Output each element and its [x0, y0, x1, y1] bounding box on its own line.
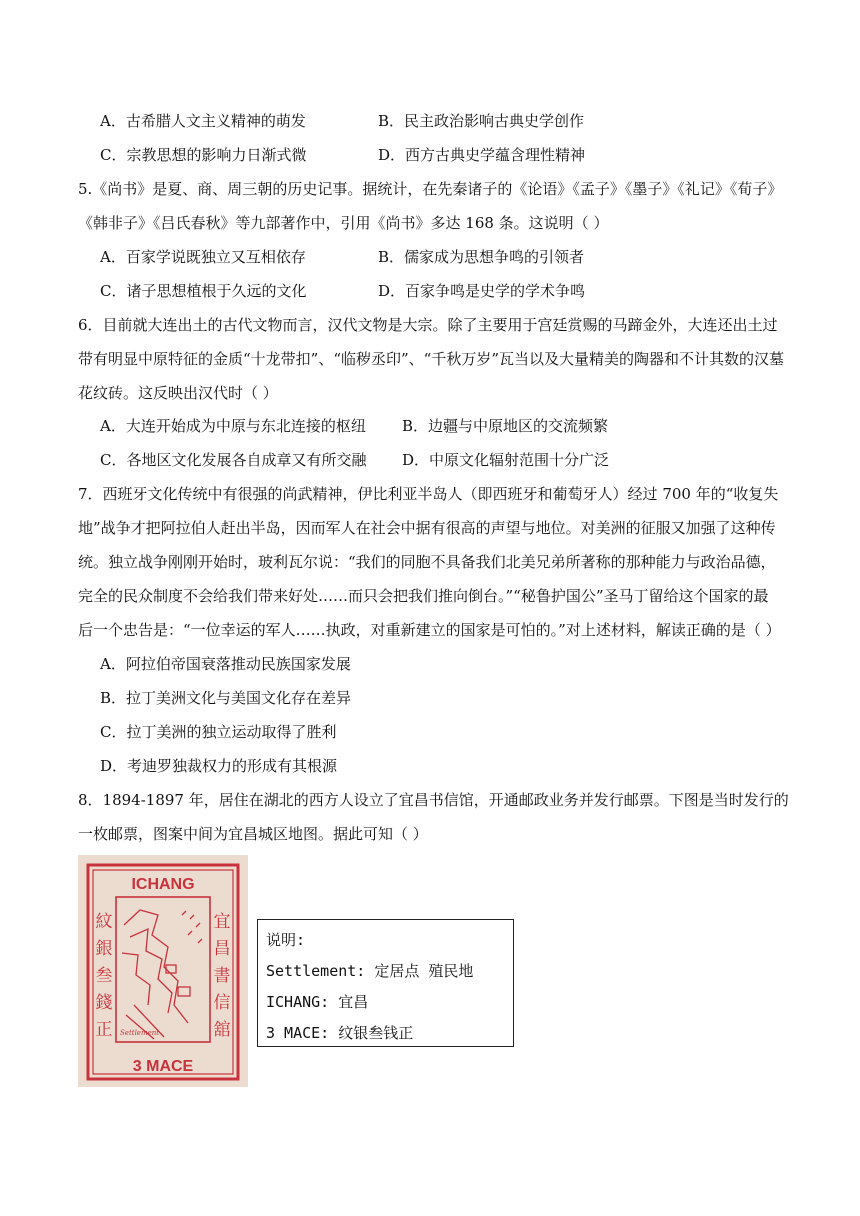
q7-option-b: B．拉丁美洲文化与美国文化存在差异	[100, 689, 352, 707]
q8-stem-line2: 一枚邮票，图案中间为宜昌城区地图。据此可知（ ）	[78, 825, 428, 843]
stamp-left-char-2: 銀	[95, 939, 113, 959]
q4-option-c: C．宗教思想的影响力日渐式微	[100, 146, 307, 164]
q7-stem-line5: 后一个忠告是：“一位幸运的军人……执政，对重新建立的国家是可怕的。”对上述材料，解读正确的是（ ）	[78, 621, 781, 639]
stamp-left-char-5: 正	[95, 1020, 113, 1040]
q5-option-d: D．百家争鸣是史学的学术争鸣	[378, 282, 586, 300]
legend-row-settlement: Settlement: 定居点 殖民地	[266, 962, 474, 980]
q4-option-b: B．民主政治影响古典史学创作	[378, 112, 585, 130]
stamp-value-3-mace: 3 MACE	[132, 1058, 194, 1075]
q5-option-c: C．诸子思想植根于久远的文化	[100, 282, 307, 300]
q7-option-d: D．考迪罗独裁权力的形成有其根源	[100, 757, 338, 775]
stamp-right-char-1: 宜	[213, 912, 231, 932]
q5-stem-line1: 5.《尚书》是夏、商、周三朝的历史记事。据统计，在先秦诸子的《论语》《孟子》《墨子》《礼记》《荀子》	[78, 180, 783, 198]
q7-option-c: C．拉丁美洲的独立运动取得了胜利	[100, 723, 337, 741]
q8-stem-line1: 8．1894-1897 年，居住在湖北的西方人设立了宜昌书信馆，开通邮政业务并发行邮票。下图是当时发行的	[78, 791, 789, 809]
q7-stem-line4: 完全的民众制度不会给我们带来好处……而只会把我们推向倒台。”“秘鲁护国公”圣马丁留给这个国家的最	[78, 587, 769, 605]
q6-option-b: B．边疆与中原地区的交流频繁	[402, 417, 609, 435]
stamp-right-char-3: 書	[213, 966, 231, 986]
stamp-right-char-5: 舘	[213, 1020, 231, 1040]
stamp-left-char-3: 叁	[95, 966, 113, 986]
stamp-title-ichang: ICHANG	[131, 876, 195, 893]
legend-row-ichang: ICHANG: 宜昌	[266, 993, 369, 1011]
q6-stem-line2: 带有明显中原特征的金质“十龙带扣”、“临秽丞印”、“千秋万岁”瓦当以及大量精美的陶器和不计其数的汉墓	[78, 350, 785, 368]
q5-stem-line2: 《韩非子》《吕氏春秋》等九部著作中，引用《尚书》多达 168 条。这说明（ ）	[78, 214, 609, 232]
q7-option-a: A．阿拉伯帝国衰落推动民族国家发展	[100, 655, 351, 673]
q7-stem-line3: 统。独立战争刚刚开始时，玻利瓦尔说：“我们的同胞不具备我们北美兄弟所著称的那种能力与政治品德，	[78, 553, 776, 571]
legend-row-mace: 3 MACE: 纹银叁钱正	[266, 1024, 414, 1042]
q7-stem-line1: 7．西班牙文化传统中有很强的尚武精神，伊比利亚半岛人（即西班牙和葡萄牙人）经过 700 年的“收复失	[78, 485, 779, 503]
q4-option-d: D．西方古典史学蕴含理性精神	[378, 146, 586, 164]
q6-option-a: A．大连开始成为中原与东北连接的枢纽	[100, 417, 366, 435]
legend-title: 说明:	[266, 931, 306, 949]
ichang-postage-stamp	[78, 855, 248, 1087]
q5-option-b: B．儒家成为思想争鸣的引领者	[378, 248, 585, 266]
stamp-legend-box	[257, 919, 514, 1047]
q6-option-c: C．各地区文化发展各自成章又有所交融	[100, 451, 367, 469]
stamp-map-label: Settlement	[120, 1029, 160, 1037]
stamp-right-char-2: 昌	[213, 939, 231, 959]
stamp-left-char-1: 紋	[95, 912, 113, 932]
stamp-left-char-4: 錢	[95, 993, 113, 1013]
q5-option-a: A．百家学说既独立又互相依存	[100, 248, 306, 266]
q6-option-d: D．中原文化辐射范围十分广泛	[402, 451, 610, 469]
q7-stem-line2: 地”战争才把阿拉伯人赶出半岛，因而军人在社会中据有很高的声望与地位。对美洲的征服又加强了这种传	[78, 519, 776, 537]
q4-option-a: A．古希腊人文主义精神的萌发	[100, 112, 306, 130]
q6-stem-line3: 花纹砖。这反映出汉代时（ ）	[78, 384, 278, 402]
q6-stem-line1: 6．目前就大连出土的古代文物而言，汉代文物是大宗。除了主要用于宫廷赏赐的马蹄金外，大连还出土过	[78, 316, 778, 334]
stamp-right-char-4: 信	[213, 993, 231, 1013]
